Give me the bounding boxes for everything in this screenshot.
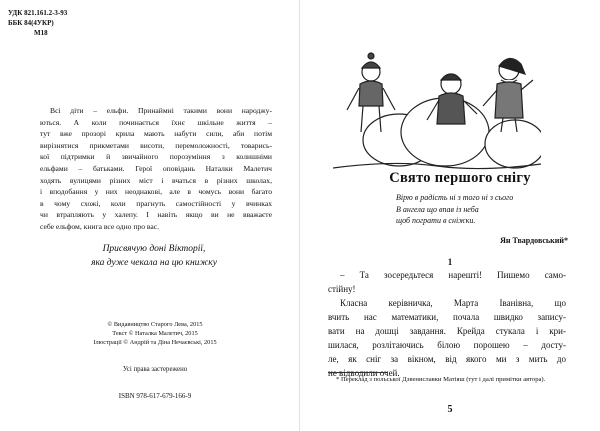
book-abstract (40, 105, 272, 233)
epigraph-line: В ангела що впав із неба (396, 204, 479, 214)
body-line: ле, як сніг за вікном, від якого ми з мить до (328, 354, 566, 364)
abstract-line: і вподобання у них неоднакові, але в чомусь вони багато (40, 187, 272, 197)
footnote: * Переклад з польської Дзвениславки Матіяш (тут і далі примітки автора). (336, 376, 546, 383)
abstract-line: ельфами – батьками. Герої оповідань Наталки Малетич (40, 163, 272, 173)
epigraph-line: щоб пограти в сніжки. (396, 216, 476, 226)
abstract-line: в чому схожі, коли прагнуть самостійності у вчинках (40, 198, 272, 208)
paragraph (328, 268, 566, 296)
abstract-line: ються. А коли починається їхнє шкільне життя – (40, 117, 272, 127)
epigraph-author: Ян Твардовський* (500, 236, 568, 245)
chapter-title: Свято першого снігу (389, 170, 531, 186)
copyright-line: Ілюстрації © Андрій та Діна Нечаєвські, 2015 (93, 339, 217, 346)
copyright-line: © Видавництво Старого Лева, 2015 (107, 321, 203, 328)
body-line: не відводили очей. (328, 368, 400, 378)
section-number: 1 (447, 257, 453, 267)
body-line: стійну! (328, 284, 356, 294)
body-line: вати на дошці завдання. Крейда стукала і кри- (328, 326, 566, 336)
snow-illustration (333, 40, 541, 176)
epigraph (396, 192, 546, 227)
snowball (485, 120, 541, 168)
dedication (64, 242, 244, 270)
chapter-body (328, 268, 566, 380)
copyright-line: Текст © Наталка Малетич, 2015 (112, 330, 198, 337)
abstract-line: себе ельфом, книга все одно про вас. (40, 221, 160, 231)
paragraph (328, 296, 566, 380)
dedication-line: яка дуже чекала на цю книжку (91, 258, 217, 268)
abstract-line: Всі діти – ельфи. Принаймні такими вони народжу- (50, 106, 272, 115)
body-line: вчить нас математики, почала швидко запису- (328, 312, 566, 322)
body-line: – Та зосередьтеся нарешті! Пишемо само- (340, 270, 566, 280)
author-code: М18 (34, 29, 48, 37)
abstract-line: тут вже прозорі крила мають набути сили, аби потім (40, 129, 272, 139)
abstract-line: кої підтримки й звичайного порозуміння з колишніми (40, 152, 272, 162)
page-number: 5 (447, 404, 453, 415)
body-line: шилася, розлітаючись білою порошею – досту- (328, 340, 566, 350)
copyright-block (70, 320, 240, 347)
bibliographic-codes (8, 8, 67, 38)
abstract-line: вирізнятися прикметами висоти, перемоложності, товарись- (40, 140, 272, 150)
rights-notice: Усі права застережено (122, 366, 188, 373)
abstract-line: чи втрапляють у халепу. І навіть якщо ви не вважаєте (40, 210, 272, 220)
udk-code: УДК 821.161.2-3-93 (8, 9, 68, 17)
bbk-code: ББК 84(4УКР) (8, 19, 54, 27)
footnote-divider (328, 372, 388, 373)
body-line: Класна керівничка, Марта Іванівна, що (340, 298, 566, 308)
isbn: ISBN 978-617-679-166-9 (118, 392, 192, 400)
epigraph-line: Вірю в радість ні з того ні з сього (396, 193, 514, 202)
dedication-line: Присвячую доні Вікторії, (102, 244, 206, 254)
abstract-line: ходять вулицями різних міст і вчаться в різних школах, (40, 175, 272, 185)
